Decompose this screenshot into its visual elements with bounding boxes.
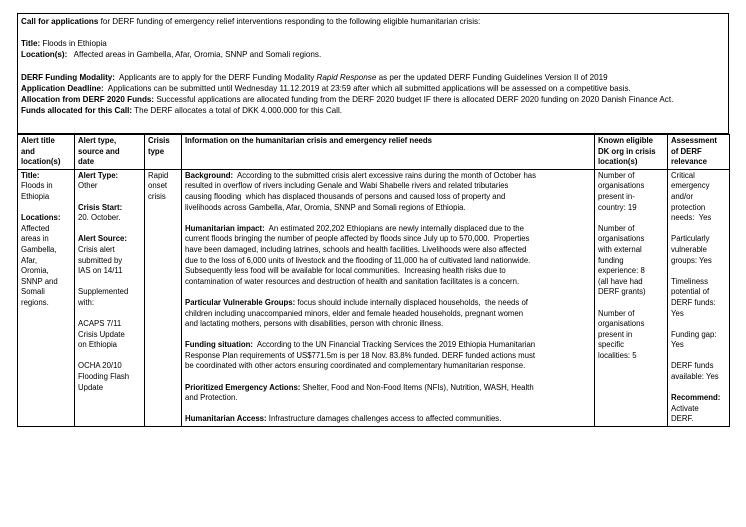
alert-title-cell [18,169,75,426]
alert-type-value: Other [78,181,98,191]
funding-modality-text-b: as per the updated DERF Funding Guidelines Version II of 2019 [376,72,608,82]
funding-modality [21,72,725,83]
background-label: Background: [185,170,234,180]
allocation-funds-label: Allocation from DERF 2020 Funds: [21,95,155,105]
funding-label: Funding situation: [185,340,253,350]
actions-text: Shelter, Food and Non-Food Items (NFIs), Nutrition, WASH, Health and Protection. [185,382,534,403]
funds-allocated [21,105,725,116]
access-paragraph [185,414,591,425]
assessment-cell [668,169,730,426]
access-label: Humanitarian Access: [185,414,267,424]
header-alert-title: Alert title and location(s) [18,135,75,170]
supplemented-label: Supplemented with: [78,287,129,307]
critical-needs: Critical emergency and/or protection needs: Yes [671,170,712,223]
call-location-value: Affected areas in Gambella, Afar, Oromia, SNNP and Somali regions. [67,50,322,60]
funding-modality-label: DERF Funding Modality: [21,72,115,82]
title-value: Floods in Ethiopia [21,181,53,201]
groups-label: Particular Vulnerable Groups: [185,297,296,307]
impact-label: Humanitarian impact: [185,223,265,233]
background-text: According to the submitted crisis alert excessive rains during the month of October has resulted in overflow of rivers including Genale and Wabi Shabelle rivers and related tributaries causing flooding which has displaced thousands of persons and caused loss of property and livelihoods across Gambella, Afar, Oromia, SNNP and Somali regions of Ethiopia. [185,170,537,212]
access-text: Infrastructure damages challenges access to affected communities. [266,414,502,424]
header-crisis-type: Crisis type [145,135,182,170]
funds-allocated-label: Funds allocated for this Call: [21,106,133,116]
call-heading-text: for DERF funding of emergency relief interventions responding to the following eligible humanitarian crisis: [98,17,481,26]
locations-value: Affected areas in Gambella, Afar, Oromia, SNNP and Somali regions. [21,223,58,307]
ocha-source: OCHA 20/10 Flooding Flash Update [78,361,130,392]
impact-text: An estimated 202,202 Ethiopians are newly internally displaced due to the current floods bringing the number of people affected by floods since July up to 570,000. Properties have been damaged, including latrines, schools and health facilities. Livelihoods were also affected due to the loss of 6,000 units of livestock and the flooding of 11,000 ha of cultivated land nationwide. Subsequently less food will be available for local communities. Increasing health risks due to contamination of water resources and destruction of health and sanitation facilitates is a concern. [185,223,531,286]
orgs-localities: Number of organisations present in specific localities: 5 [598,308,645,360]
recommend-value: Activate DERF. [671,403,699,424]
table-header-row [18,135,730,170]
header-known-orgs: Known eligible DK org in crisis location(s) [595,135,668,170]
information-cell [182,169,595,426]
funding-gap: Funding gap: Yes [671,329,717,350]
allocation-funds-text: Successful applications are allocated funding from the DERF 2020 budget IF there is allocated DERF 2020 funding on 2020 Danish Finance Act. [154,95,674,105]
call-title-label: Title: [21,39,41,49]
application-deadline-text: Applications can be submitted until Wednesday 11.12.2019 at 23:59 after which all submitted applications will be assessed on a competitive basis. [103,83,631,93]
allocation-funds [21,94,725,105]
header-alert-type: Alert type, source and date [75,135,145,170]
application-deadline [21,83,725,94]
groups-paragraph [185,298,591,330]
crisis-start-value: 20. October. [78,213,121,223]
recommend-label: Recommend: [671,393,721,403]
crisis-type-value: Rapid onset crisis [148,170,169,201]
call-location [21,49,725,60]
call-heading-label: Call for applications [21,17,99,26]
call-section [17,13,729,134]
call-title [21,38,725,49]
locations-label: Locations: [21,213,61,223]
funds-allocated-text: The DERF allocates a total of DKK 4.000.000 for this Call. [132,106,343,116]
crisis-type-cell [145,169,182,426]
alert-source-value: Crisis alert submitted by IAS on 14/11 [78,244,123,276]
header-assessment: Assessment of DERF relevance [668,135,730,170]
funding-modality-italic: Rapid Response [316,72,377,82]
application-deadline-label: Application Deadline: [21,83,104,93]
funding-text: According to the UN Financial Tracking Services the 2019 Ethiopia Humanitarian Response Plan requirements of US$771.5m is per 18 Nov. 83.8% funded. DERF funded actions must be coordinated with other actors ensuring coordinated and complementary humanitarian response. [185,340,536,371]
actions-label: Prioritized Emergency Actions: [185,382,301,392]
orgs-experience: Number of organisations with external funding experience: 8 (all have had DERF grants) [598,223,646,297]
crisis-start-label: Crisis Start: [78,202,123,212]
timeliness: Timeliness potential of DERF funds: Yes [671,276,716,318]
impact-paragraph [185,224,591,288]
funds-available: DERF funds available: Yes [671,361,719,382]
actions-paragraph [185,383,591,404]
vulnerable-groups: Particularly vulnerable groups: Yes [671,234,712,265]
groups-text: focus should include internally displaced households, the needs of children including unaccompanied minors, elder and female headed households, pregnant women and lactating mothers, persons with disabilities, person with chronic illness. [185,297,528,329]
orgs-present: Number of organisations present in- country: 19 [598,170,645,212]
call-heading [21,16,725,27]
table-row [18,169,730,426]
title-label: Title: [21,170,40,180]
alert-type-cell [75,169,145,426]
acaps-source: ACAPS 7/11 Crisis Update on Ethiopia [78,319,125,350]
alert-type-label: Alert Type: [78,170,119,180]
known-orgs-cell [595,169,668,426]
call-location-label: Location(s): [21,50,68,60]
call-title-value: Floods in Ethiopia [40,39,107,49]
background-paragraph [185,171,591,213]
alert-source-label: Alert Source: [78,234,127,244]
crisis-table [17,134,730,427]
funding-modality-text-a: Applicants are to apply for the DERF Funding Modality [114,72,317,82]
funding-paragraph [185,340,591,372]
header-information: Information on the humanitarian crisis and emergency relief needs [182,135,595,170]
